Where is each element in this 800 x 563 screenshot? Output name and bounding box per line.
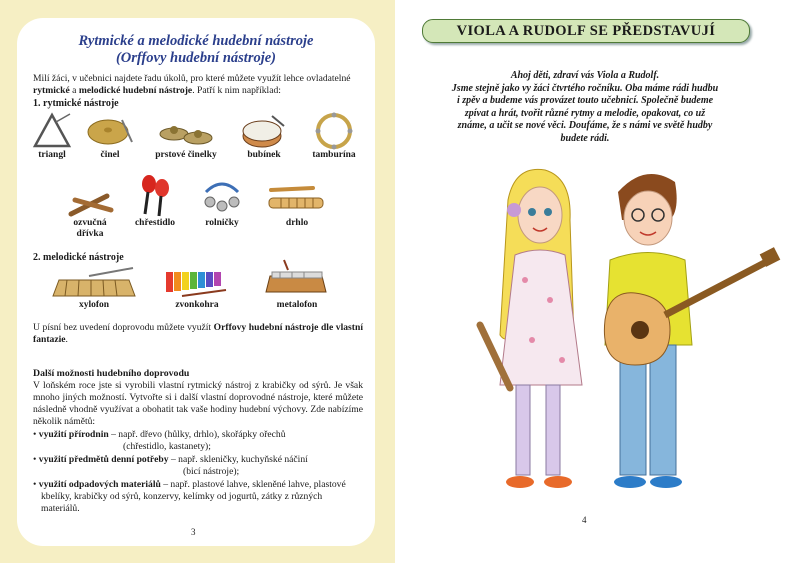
instrument-label: bubínek: [247, 150, 281, 160]
left-page-card: [17, 18, 375, 546]
instrument-metalofon: [257, 258, 337, 311]
intro-text: a: [69, 85, 79, 96]
triangle-icon: [32, 112, 72, 150]
guiro-icon: [265, 184, 329, 218]
glockenspiel-icon: [162, 266, 232, 300]
orff-text: .: [65, 334, 68, 345]
instrument-label: metalofon: [276, 300, 318, 310]
instrument-label: triangl: [38, 150, 66, 160]
viola-figure: [480, 169, 582, 488]
bullet-bold: využití odpadových materiálů: [38, 479, 161, 490]
bullet-item: • využití odpadových materiálů – např. plastové lahve, skleněné lahve, plastové kbelíky, krabičky od sýrů, konzervy, kelímky od jogurtů, zátky z různých materiálů.: [33, 479, 346, 514]
orff-bold: Orffovy hudební nástroje dle vlastní fantazie: [33, 322, 363, 345]
drum-icon: [240, 112, 288, 150]
intro-text: Milí žáci, v učebnici najdete řadu úkolů, pro které můžete využít lehce ovladatelné: [33, 73, 351, 84]
instrument-drhlo: [257, 184, 337, 229]
instrument-label: prstové činelky: [155, 150, 217, 160]
orff-paragraph: [33, 322, 363, 346]
instrument-label: [55, 218, 125, 240]
instrument-xylofon: [49, 266, 139, 311]
title-line-1: Rytmické a melodické hudební nástroje: [78, 33, 314, 49]
page-number: 3: [191, 527, 196, 537]
bullet-text: materiálů.: [41, 503, 80, 514]
intro-bold: melodické hudební nástroje: [78, 85, 193, 96]
instrument-zvonkohra: [157, 266, 237, 311]
cymbal-icon: [86, 112, 134, 150]
tambourine-icon: [313, 112, 355, 150]
instrument-chrestidlo: [120, 172, 190, 229]
label-line: dřívka: [76, 229, 104, 239]
instrument-label: rolničky: [205, 218, 239, 228]
claves-icon: [65, 188, 115, 218]
instrument-tamburina: [299, 112, 369, 161]
bullet-text: – např. plastové lahve, skleněné lahve, plastové: [160, 479, 346, 490]
intro-text: . Patří k nim například:: [192, 85, 281, 96]
instrument-label: zvonkohra: [175, 300, 219, 310]
section-heading-rhythmic: 1. rytmické nástroje: [33, 98, 119, 109]
bullet-bold: využití předmětů denní potřeby: [38, 454, 169, 465]
page-number: 4: [582, 515, 587, 525]
maracas-icon: [135, 172, 175, 218]
bullet-bold: využití přírodnin: [38, 429, 109, 440]
instrument-label: xylofon: [78, 300, 110, 310]
instrument-rolnicky: [187, 178, 257, 229]
instrument-label: tamburína: [312, 150, 356, 160]
rudolf-figure: [604, 174, 780, 488]
page-title: [17, 33, 375, 67]
instrument-cinel: [75, 112, 145, 161]
intro-line: známe, a učit se nové věci. Doufáme, že s námi ve světě hudby: [457, 120, 713, 132]
xylophone-icon: [49, 266, 139, 300]
instrument-ozvucna-drivka: [55, 188, 125, 240]
intro-line: zpívat a hrát, tvořit různé rytmy a melodie, opakovat, co už: [464, 107, 706, 119]
section-heading-melodic: 2. melodické nástroje: [33, 252, 124, 263]
finger-cymbals-icon: [156, 112, 216, 150]
intro-line: Ahoj děti, zdraví vás Viola a Rudolf.: [510, 70, 660, 81]
intro-bold: rytmické: [33, 85, 70, 96]
more-options-heading: Další možnosti hudebního doprovodu: [33, 368, 190, 379]
right-page: [400, 0, 800, 563]
jingle-bells-icon: [200, 178, 244, 218]
title-line-2: (Orffovy hudební nástroje): [115, 50, 277, 66]
intro-line: Jsme stejně jako vy žáci čtvrtého ročníku. Oba máme rádi hudbu: [451, 82, 719, 94]
intro-line: budete rádi.: [560, 132, 610, 144]
left-page: [0, 0, 395, 563]
intro-line: i zpěv a budeme vás provázet touto učebnicí. Společně budeme: [456, 95, 714, 107]
bullet-item: • využití předmětů denní potřeby – např. skleničky, kuchyňské náčiní (bicí nástroje);: [33, 454, 308, 477]
bullet-text: (bicí nástroje);: [183, 466, 240, 477]
page-banner: VIOLA A RUDOLF SE PŘEDSTAVUJÍ: [422, 19, 750, 43]
orff-text: U písní bez uvedení doprovodu můžete využít: [33, 322, 214, 333]
intro-paragraph: [33, 73, 363, 97]
label-line: ozvučná: [73, 218, 107, 228]
more-options-text: V loňském roce jste si vyrobili vlastní rytmický nástroj z krabičky od sýrů. Je však mnoho jiných možností. Vytvořte si i další vlastní doprovodné nástroje, které můžete následně vhodně využívat a obohatit tak vaše hodiny hudební výchovy. Zde nabízíme několik námětů:: [33, 380, 363, 427]
metallophone-icon: [262, 258, 332, 300]
children-illustration: [470, 160, 790, 500]
instrument-label: činel: [100, 150, 120, 160]
bullet-text: kbelíky, krabičky od sýrů, konzervy, kelímky od jogurtů, zátky z různých: [41, 491, 323, 502]
instrument-label: drhlo: [285, 218, 309, 228]
instrument-label: chřestidlo: [134, 218, 176, 228]
intro-text-block: [440, 70, 730, 146]
instrument-prstove-cinelky: [141, 112, 231, 161]
bullet-text: – např. skleničky, kuchyňské náčiní: [168, 454, 308, 465]
instrument-bubinek: [229, 112, 299, 161]
bullet-text: – např. dřevo (hůlky, drhlo), skořápky ořechů: [108, 429, 286, 440]
bullet-item: • využití přírodnin – např. dřevo (hůlky, drhlo), skořápky ořechů (chřestidlo, kastanety);: [33, 429, 286, 452]
bullet-text: (chřestidlo, kastanety);: [123, 441, 211, 452]
